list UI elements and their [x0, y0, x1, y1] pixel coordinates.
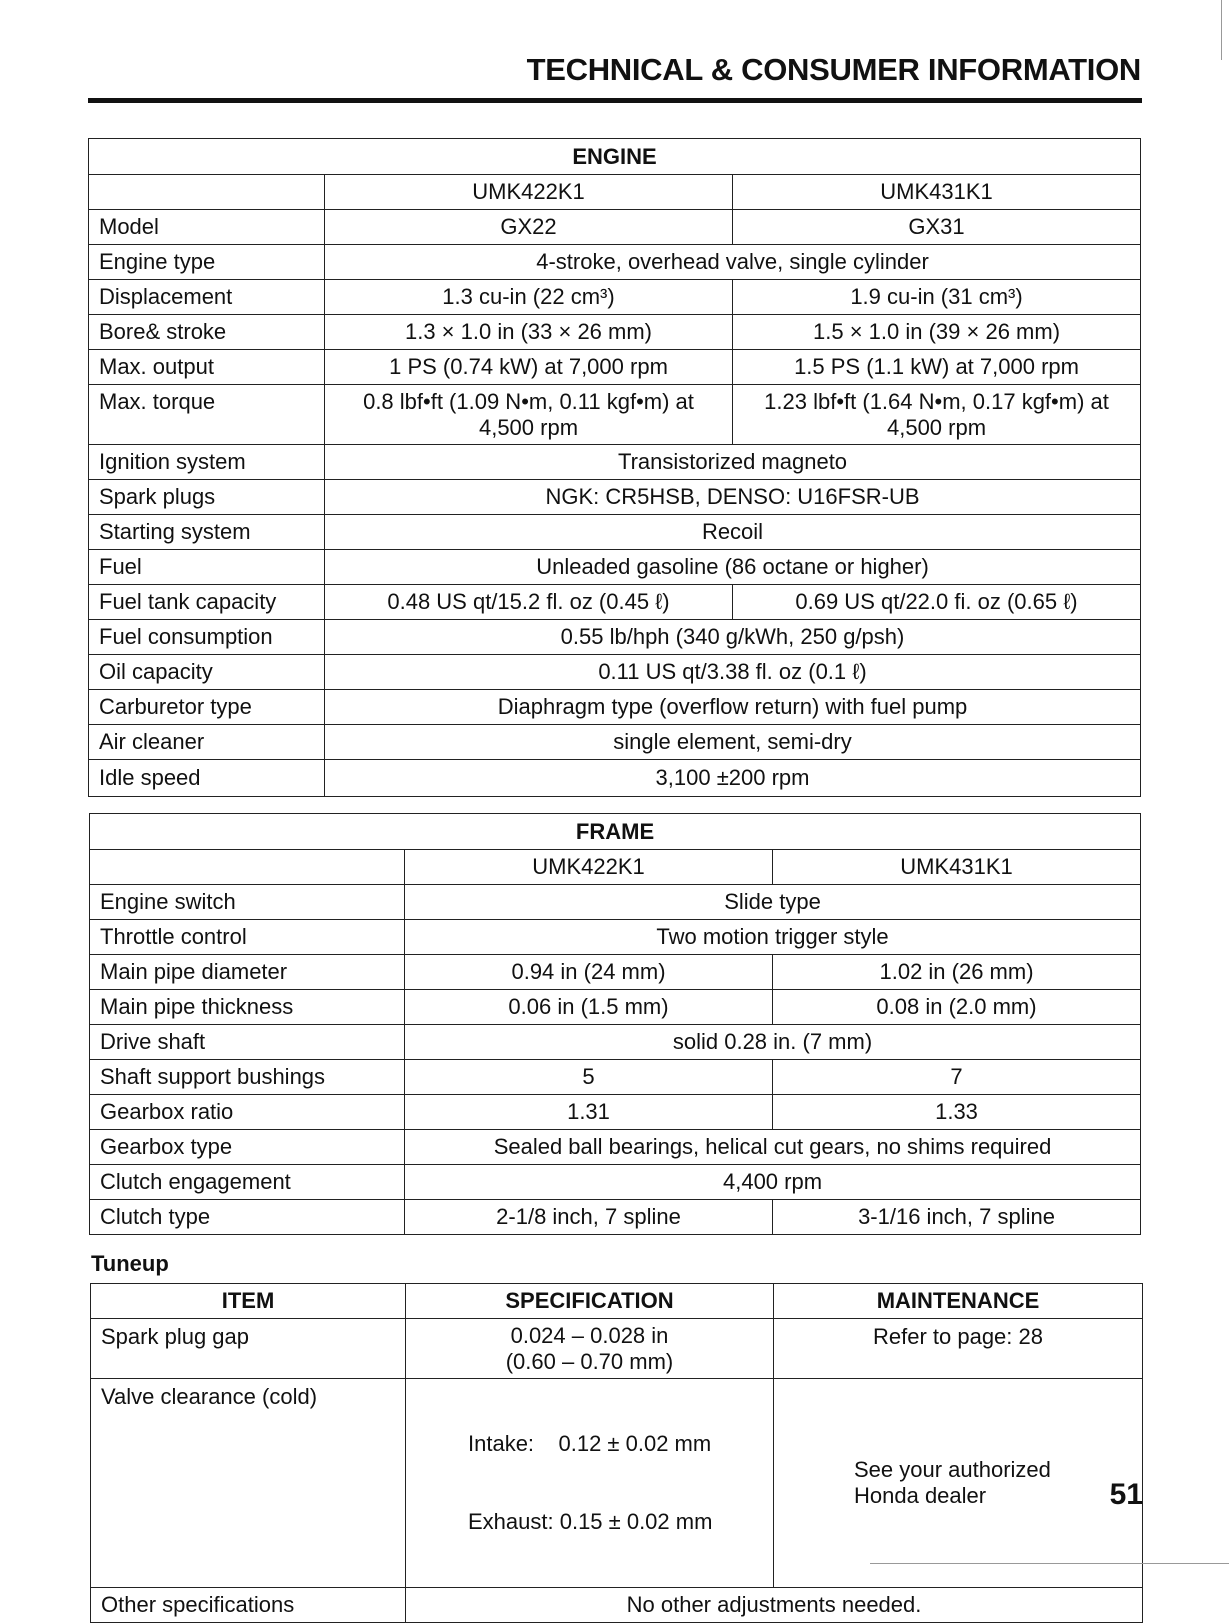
table-row [89, 245, 1141, 280]
row-value [325, 385, 733, 445]
tuneup-heading: Tuneup [91, 1251, 169, 1276]
value-line: 1.23 lbf•ft (1.64 N•m, 0.17 kgf•m) at [764, 388, 1109, 414]
row-value: NGK: CR5HSB, DENSO: U16FSR-UB [325, 480, 1141, 515]
table-row [89, 350, 1141, 385]
engine-spec-table [88, 138, 1141, 797]
row-value: 3-1/16 inch, 7 spline [773, 1200, 1141, 1235]
row-label: Other specifications [91, 1588, 406, 1623]
row-label: Fuel consumption [89, 620, 325, 655]
row-value: 0.69 US qt/22.0 fi. oz (0.65 ℓ) [733, 585, 1141, 620]
table-row [89, 315, 1141, 350]
row-value: 1.9 cu-in (31 cm³) [733, 280, 1141, 315]
row-value: 0.06 in (1.5 mm) [405, 990, 773, 1025]
table-row [91, 1319, 1143, 1379]
page-number: 51 [1109, 1478, 1143, 1511]
row-value: 1.02 in (26 mm) [773, 955, 1141, 990]
frame-model-header: UMK431K1 [773, 850, 1141, 885]
row-value: 7 [773, 1060, 1141, 1095]
table-row [89, 655, 1141, 690]
value-line: 4,500 rpm [478, 414, 579, 440]
row-value: 4-stroke, overhead valve, single cylinder [325, 245, 1141, 280]
row-value: 0.94 in (24 mm) [405, 955, 773, 990]
row-label: Oil capacity [89, 655, 325, 690]
row-value: 1.5 PS (1.1 kW) at 7,000 rpm [733, 350, 1141, 385]
row-value: 1.3 × 1.0 in (33 × 26 mm) [325, 315, 733, 350]
row-value [774, 1379, 1143, 1588]
row-value: 0.11 US qt/3.38 fl. oz (0.1 ℓ) [325, 655, 1141, 690]
engine-model-header: UMK431K1 [733, 175, 1141, 210]
row-value: Unleaded gasoline (86 octane or higher) [325, 550, 1141, 585]
row-label: Gearbox ratio [90, 1095, 405, 1130]
row-label: Main pipe diameter [90, 955, 405, 990]
row-value: Two motion trigger style [405, 920, 1141, 955]
row-value: 0.55 lb/hph (340 g/kWh, 250 g/psh) [325, 620, 1141, 655]
tuneup-header-item: ITEM [91, 1284, 406, 1319]
row-label: Model [89, 210, 325, 245]
value-line: 0.8 lbf•ft (1.09 N•m, 0.11 kgf•m) at [363, 388, 694, 414]
table-row [90, 1130, 1141, 1165]
row-label: Gearbox type [90, 1130, 405, 1165]
value-line: Exhaust: 0.15 ± 0.02 mm [468, 1509, 713, 1534]
value-line: 4,500 rpm [886, 414, 987, 440]
row-label: Displacement [89, 280, 325, 315]
table-row [90, 885, 1141, 920]
table-row [89, 445, 1141, 480]
value-line: Intake: 0.12 ± 0.02 mm [468, 1431, 712, 1456]
row-value: 0.48 US qt/15.2 fl. oz (0.45 ℓ) [325, 585, 733, 620]
row-value: Sealed ball bearings, helical cut gears, no shims required [405, 1130, 1141, 1165]
engine-table-title: ENGINE [89, 139, 1141, 175]
row-value: 3,100 ±200 rpm [325, 760, 1141, 797]
table-row [91, 1379, 1143, 1588]
frame-model-header: UMK422K1 [405, 850, 773, 885]
row-label: Spark plug gap [91, 1319, 406, 1379]
row-label: Fuel tank capacity [89, 585, 325, 620]
table-row [89, 550, 1141, 585]
row-label: Drive shaft [90, 1025, 405, 1060]
row-value: 5 [405, 1060, 773, 1095]
row-label: Main pipe thickness [90, 990, 405, 1025]
row-value: 1.3 cu-in (22 cm³) [325, 280, 733, 315]
row-label: Air cleaner [89, 725, 325, 760]
table-row [90, 1200, 1141, 1235]
tuneup-header-maintenance: MAINTENANCE [774, 1284, 1143, 1319]
engine-model-header: UMK422K1 [325, 175, 733, 210]
row-value [406, 1379, 774, 1588]
row-value: 1.5 × 1.0 in (39 × 26 mm) [733, 315, 1141, 350]
row-label: Shaft support bushings [90, 1060, 405, 1095]
table-row [90, 920, 1141, 955]
header-rule [88, 98, 1142, 103]
table-row [90, 1025, 1141, 1060]
row-label: Carburetor type [89, 690, 325, 725]
table-row [90, 1165, 1141, 1200]
row-label: Fuel [89, 550, 325, 585]
frame-spec-table [89, 813, 1141, 1235]
row-value: GX31 [733, 210, 1141, 245]
row-label: Clutch engagement [90, 1165, 405, 1200]
row-value: Diaphragm type (overflow return) with fuel pump [325, 690, 1141, 725]
row-value: solid 0.28 in. (7 mm) [405, 1025, 1141, 1060]
row-label: Throttle control [90, 920, 405, 955]
row-value: 1.31 [405, 1095, 773, 1130]
row-value: Slide type [405, 885, 1141, 920]
row-value: 1 PS (0.74 kW) at 7,000 rpm [325, 350, 733, 385]
value-line: 0.024 – 0.028 in [510, 1322, 669, 1348]
table-row [91, 1588, 1143, 1623]
table-row [89, 725, 1141, 760]
row-value [733, 385, 1141, 445]
frame-table-title: FRAME [90, 814, 1141, 850]
row-label: Max. torque [89, 385, 325, 445]
row-value: Refer to page: 28 [774, 1319, 1143, 1379]
table-row [89, 280, 1141, 315]
row-value: GX22 [325, 210, 733, 245]
scan-edge-line [870, 1563, 1229, 1564]
table-row [89, 515, 1141, 550]
value-line: See your authorized [854, 1457, 1051, 1482]
value-line: Honda dealer [854, 1483, 987, 1508]
row-value: 1.33 [773, 1095, 1141, 1130]
row-value [406, 1319, 774, 1379]
table-row [89, 690, 1141, 725]
row-value: No other adjustments needed. [406, 1588, 1143, 1623]
row-label: Idle speed [89, 760, 325, 797]
row-value: single element, semi-dry [325, 725, 1141, 760]
table-row [89, 210, 1141, 245]
page-title: TECHNICAL & CONSUMER INFORMATION [526, 52, 1141, 87]
table-row [89, 480, 1141, 515]
row-value: 0.08 in (2.0 mm) [773, 990, 1141, 1025]
row-label: Spark plugs [89, 480, 325, 515]
row-label: Engine switch [90, 885, 405, 920]
value-line: (0.60 – 0.70 mm) [505, 1348, 674, 1374]
row-label: Bore& stroke [89, 315, 325, 350]
table-row [90, 955, 1141, 990]
scan-edge-line [1221, 0, 1222, 60]
row-label: Starting system [89, 515, 325, 550]
frame-corner-cell [90, 850, 405, 885]
row-value: Recoil [325, 515, 1141, 550]
table-row [89, 620, 1141, 655]
tuneup-table [90, 1283, 1143, 1623]
engine-corner-cell [89, 175, 325, 210]
row-label: Ignition system [89, 445, 325, 480]
table-row [89, 385, 1141, 445]
table-row [89, 585, 1141, 620]
tuneup-header-specification: SPECIFICATION [406, 1284, 774, 1319]
table-row [90, 1095, 1141, 1130]
table-row [90, 1060, 1141, 1095]
table-row [90, 990, 1141, 1025]
row-value: 2-1/8 inch, 7 spline [405, 1200, 773, 1235]
row-label: Max. output [89, 350, 325, 385]
table-row [89, 760, 1141, 797]
row-label: Engine type [89, 245, 325, 280]
row-label: Clutch type [90, 1200, 405, 1235]
row-value: 4,400 rpm [405, 1165, 1141, 1200]
row-label: Valve clearance (cold) [91, 1379, 406, 1588]
row-value: Transistorized magneto [325, 445, 1141, 480]
